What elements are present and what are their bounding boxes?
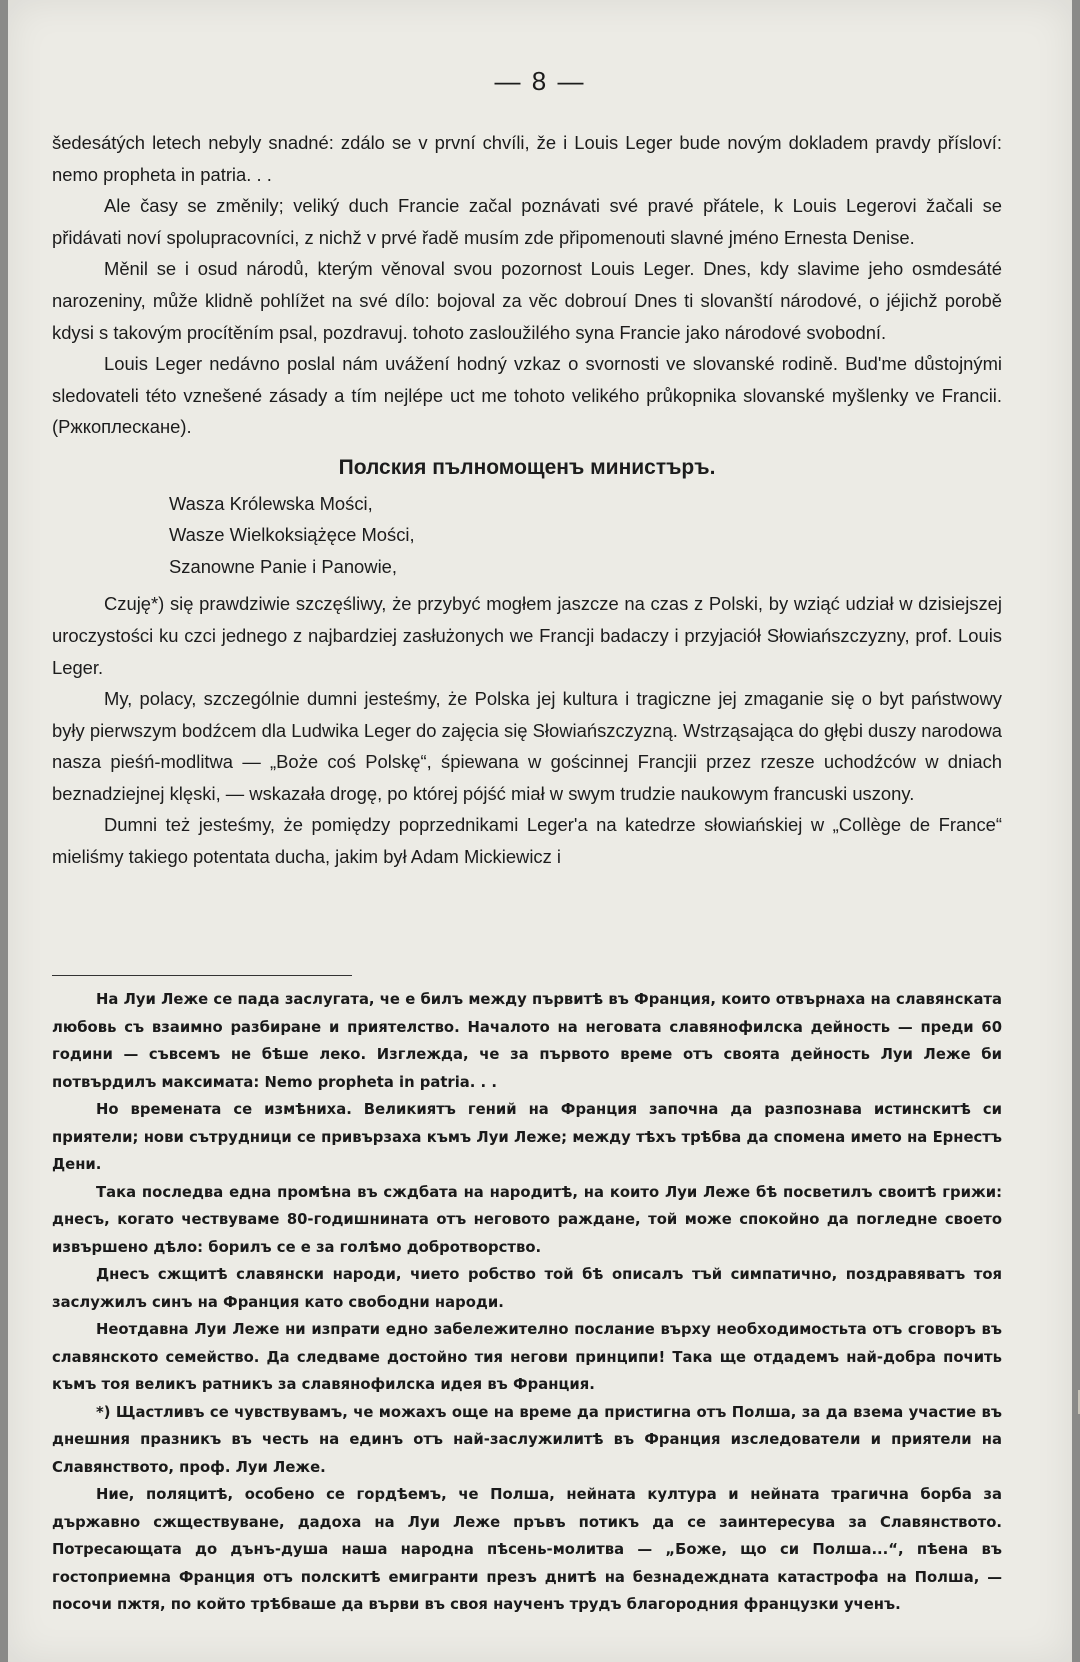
polish-paragraph-1: Czuję*) się prawdziwie szczęśliwy, że przybyć mogłem jaszcze na czas z Polski, by wziąć udział w dzisiejszej uroczystości ku czci jednego z najbardziej zasłużonych we Francji badaczy i przyjaciół Słowiańszczyzny, prof. Louis Leger. [52,593,1002,678]
bulgarian-translation [52,986,1002,1619]
czech-paragraph-4: Louis Leger nedávno poslal nám uvážení hodný vzkaz o svornosti ve slovanské rodině. Bud'me důstojnými sledovateli této vznešené zásady a tím nejlépe uct me tohoto velikého průkopnika slovanské myšlenky ve Francii. (Ржкоплескане). [52,353,1002,438]
greeting-line-1: Wasza Królewska Mości, [169,492,373,514]
bulgarian-paragraph-3: Така последва една промѣна въ сждбата на народитѣ, на които Луи Леже бѣ посветилъ своитѣ грижи: днесъ, когато чествуваме 80-годишнината отъ неговото раждане, той може спокойно да погледне своето извършено дѣло: борилъ се е за голѣмо добротворство. [52,1183,1002,1256]
czech-paragraph-2: Ale časy se změnily; veliký duch Francie začal poznávati své pravé přátele, k Louis Legerovi žačali se přidávati noví spolupracovníci, z nichž v prvé řadě musím zde připomenouti slavné jméno Ernesta Denise. [52,195,1002,248]
bulgarian-paragraph-6: *) Щастливъ се чувствувамъ, че можахъ още на време да пристигна отъ Полша, за да взема участие въ днешния празникъ въ честь на единъ отъ най-заслужилитѣ въ Франция изследователи и приятели на Славянството, проф. Луи Леже. [52,1403,1002,1476]
bulgarian-paragraph-7: Ние, поляцитѣ, особено се гордѣемъ, че Полша, нейната култура и нейната трагична борба за държавно сжществуване, дадоха на Луи Леже пръвъ потикъ да се заинтересува за Славянството. Потресающата до дънъ-душа наша народна пѣсень-молитва — „Боже, що си Полша...“, пѣена въ гостоприемна Франция отъ полскитѣ емигранти презъ днитѣ на безнадеждната катастрофа на Полша, — посочи пжтя, по който трѣбваше да върви въ своя наученъ трудъ благородния французки ученъ. [52,1486,1002,1613]
czech-paragraph-3: Měnil se i osud národů, kterým věnoval svou pozornost Louis Leger. Dnes, kdy slavime jeho osmdesáté narozeniny, může klidně pohlížet na své dílo: bojoval za věc dobrouí Dnes ti slovanští národové, o jéjichž porobě kdysi s takovým procítěním psal, pozdravuj. tohoto zasloužilého syna Francie jako národové svobodní. [52,258,1002,343]
main-text [52,127,1002,873]
bulgarian-paragraph-1: На Луи Леже се пада заслугата, че е билъ между първитѣ въ Франция, които отвърнаха на славянската любовь съ взаимно разбиране и приятелство. Началото на неговата славянофилска дейность — преди 60 години — съвсемъ не бѣше леко. Изглежда, че за първото време отъ своята дейность Луи Леже би потвърдилъ максимата: Nemo propheta in patria. . . [52,991,1002,1091]
greeting-line-2: Wasze Wielkoksiążęce Mości, [169,524,415,546]
footnote-divider [52,975,352,976]
bulgarian-paragraph-2: Но времената се измѣниха. Великиятъ гений на Франция започна да разпознава истинскитѣ си приятели; нови сътрудници се привързаха къмъ Луи Леже; между тѣхъ трѣбва да спомена името на Ернестъ Дени. [52,1101,1002,1173]
greeting-line-3: Szanowne Panie i Panowie, [169,555,397,577]
document-page [8,0,1072,1662]
bulgarian-paragraph-5: Неотдавна Луи Леже ни изпрати едно забележително послание върху необходимостьта отъ сговоръ въ славянското семейство. Да следваме достойно тия негови принципи! Така ще отдадемъ най-добра почить къмъ тоя великъ ратникъ за славянофилска идея въ Франция. [52,1321,1002,1393]
page-number: — 8 — [494,66,586,96]
section-heading: Полския пълномощенъ министъръ. [338,455,716,479]
bulgarian-paragraph-4: Днесъ сжщитѣ славянски народи, чието робство той бѣ описалъ тъй симпатично, поздравяватъ тоя заслужилъ синъ на Франция като свободни народи. [52,1266,1002,1311]
polish-paragraph-3: Dumni też jesteśmy, że pomiędzy poprzednikami Leger'a na katedrze słowiańskiej w „Collège de France“ mieliśmy takiego potentata ducha, jakim był Adam Mickiewicz i [52,814,1002,868]
czech-paragraph-1: šedesátých letech nebyly snadné: zdálo se v první chvíli, že i Louis Leger bude novým dokladem pravdy přísloví: nemo propheta in patria. . . [52,132,1002,185]
polish-paragraph-2: My, polacy, szczególnie dumni jesteśmy, że Polska jej kultura i tragiczne jej zmaganie się o byt państwowy były pierwszym bodźcem dla Ludwika Leger do zajęcia się Słowiańszczyzną. Wstrząsająca do głębi duszy narodowa nasza pieśń-modlitwa — „Boże coś Polskę“, śpiewana w gościnnej Francjii przez rzesze uchodźców w dniach beznadziejnej klęski, — wskazała drogę, po której pójść miał w swym trudzie naukowym francuski uszony. [52,688,1002,804]
